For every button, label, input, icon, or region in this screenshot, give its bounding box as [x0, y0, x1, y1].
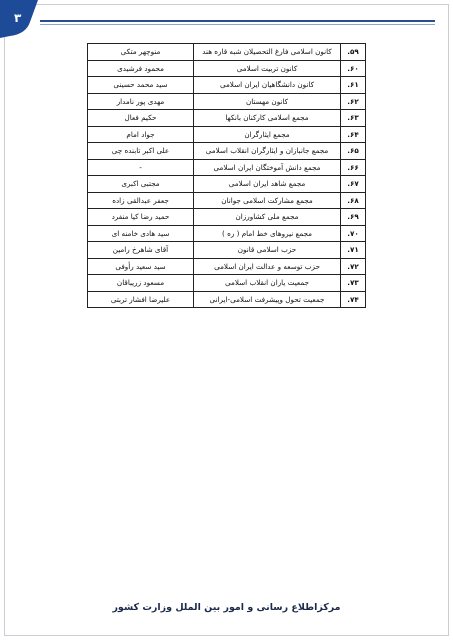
table-row	[88, 275, 366, 292]
row-number-cell: ۶۸.	[341, 192, 366, 209]
table-row	[88, 192, 366, 209]
organization-cell: مجمع نیروهای خط امام ( ره )	[194, 225, 341, 242]
representative-cell: -	[88, 159, 194, 176]
organization-cell: مجمع مشارکت اسلامی جوانان	[194, 192, 341, 209]
representative-cell: جواد امام	[88, 126, 194, 143]
header-rule-thin	[40, 24, 435, 25]
row-number-cell: ۶۹.	[341, 209, 366, 226]
table-row	[88, 209, 366, 226]
organization-cell: حزب توسعه و عدالت ایران اسلامی	[194, 258, 341, 275]
row-number-cell: ۵۹.	[341, 44, 366, 61]
organization-cell: کانون اسلامی فارغ التحصیلان شبه قاره هند	[194, 44, 341, 61]
table-row	[88, 93, 366, 110]
representative-cell: علیرضا افشار تربتی	[88, 291, 194, 308]
organization-cell: مجمع ایثارگران	[194, 126, 341, 143]
table-row	[88, 143, 366, 160]
row-number-cell: ۷۲.	[341, 258, 366, 275]
row-number-cell: ۷۴.	[341, 291, 366, 308]
row-number-cell: ۶۵.	[341, 143, 366, 160]
organization-cell: مجمع دانش آموختگان ایران اسلامی	[194, 159, 341, 176]
row-number-cell: ۷۱.	[341, 242, 366, 259]
organization-cell: جمعیت تحول وپیشرفت اسلامی-ایرانی	[194, 291, 341, 308]
table-row	[88, 176, 366, 193]
table-row	[88, 159, 366, 176]
representative-cell: سید سعید رأوفی	[88, 258, 194, 275]
row-number-cell: ۶۱.	[341, 77, 366, 94]
organization-cell: کانون دانشگاهیان ایران اسلامی	[194, 77, 341, 94]
representative-cell: مهدی پور نامدار	[88, 93, 194, 110]
row-number-cell: ۶۷.	[341, 176, 366, 193]
organization-cell: حزب اسلامی قانون	[194, 242, 341, 259]
row-number-cell: ۶۴.	[341, 126, 366, 143]
organization-cell: کانون مهستان	[194, 93, 341, 110]
representative-cell: حمید رضا کیا منفرد	[88, 209, 194, 226]
representative-cell: جعفر عبدالقی زاده	[88, 192, 194, 209]
row-number-cell: ۷۳.	[341, 275, 366, 292]
row-number-cell: ۶۰.	[341, 60, 366, 77]
table-row	[88, 258, 366, 275]
representative-cell: محمود فرشیدی	[88, 60, 194, 77]
table-row	[88, 60, 366, 77]
page-number: ۳	[14, 11, 22, 25]
row-number-cell: ۷۰.	[341, 225, 366, 242]
representative-cell: آقای شاهرخ رامین	[88, 242, 194, 259]
table-row	[88, 110, 366, 127]
footer-text: مرکزاطلاع رسانی و امور بین الملل وزارت کشور	[112, 602, 341, 613]
representative-cell: منوچهر متکی	[88, 44, 194, 61]
table-row	[88, 44, 366, 61]
organization-cell: مجمع جانبازان و ایثارگران انقلاب اسلامی	[194, 143, 341, 160]
row-number-cell: ۶۲.	[341, 93, 366, 110]
table-row	[88, 291, 366, 308]
representative-cell: حکیم فعال	[88, 110, 194, 127]
organization-cell: مجمع ملی کشاورزان	[194, 209, 341, 226]
table-row	[88, 77, 366, 94]
table-row	[88, 242, 366, 259]
table-row	[88, 126, 366, 143]
row-number-cell: ۶۶.	[341, 159, 366, 176]
organization-cell: جمعیت یاران انقلاب اسلامی	[194, 275, 341, 292]
header-rule	[40, 20, 435, 22]
representative-cell: سید محمد حسینی	[88, 77, 194, 94]
organization-cell: کانون تربیت اسلامی	[194, 60, 341, 77]
representative-cell: علی اکبر تابنده چی	[88, 143, 194, 160]
table-row	[88, 225, 366, 242]
representative-cell: مجتبی اکبری	[88, 176, 194, 193]
organizations-table	[87, 43, 366, 308]
representative-cell: مسعود زریباقان	[88, 275, 194, 292]
row-number-cell: ۶۳.	[341, 110, 366, 127]
representative-cell: سید هادی خامنه ای	[88, 225, 194, 242]
organization-cell: مجمع شاهد ایران اسلامی	[194, 176, 341, 193]
organization-cell: مجمع اسلامی کارکنان بانکها	[194, 110, 341, 127]
